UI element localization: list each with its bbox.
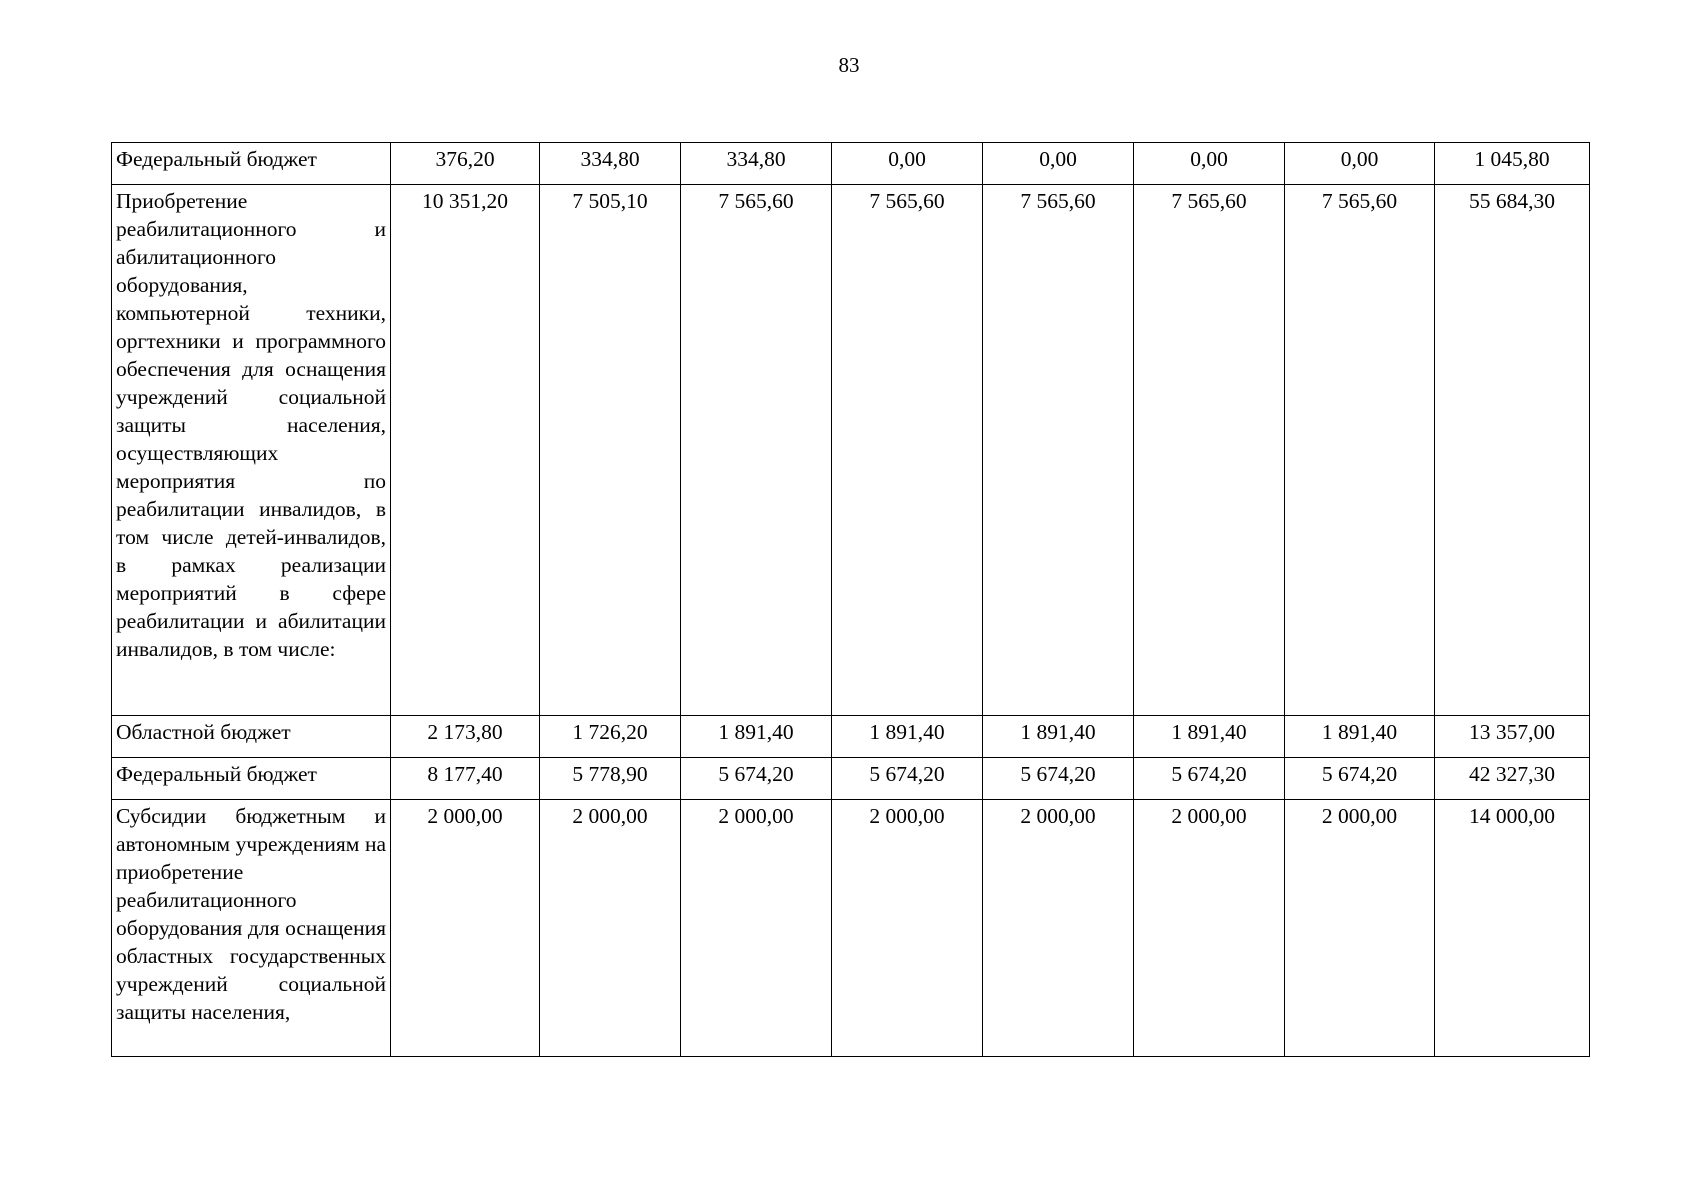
row-label: Приобретение реабилитационного и абилитационного оборудования, компьютерной техники, оргтехники и программного обеспечения для оснащения учреждений социальной защиты населения, осуществляющих мероприятия по реабилитации инвалидов, в том числе детей-инвалидов, в рамках реализации мероприятий в сфере реабилитации и абилитации инвалидов, в том числе:	[112, 185, 391, 716]
row-label: Областной бюджет	[112, 716, 391, 758]
value-cell: 1 726,20	[540, 716, 681, 758]
value-cell: 8 177,40	[391, 758, 540, 800]
value-cell: 0,00	[832, 143, 983, 185]
budget-table	[111, 142, 1590, 1057]
value-cell: 1 891,40	[832, 716, 983, 758]
value-cell: 5 674,20	[1285, 758, 1435, 800]
value-cell: 5 674,20	[983, 758, 1134, 800]
row-label: Федеральный бюджет	[112, 758, 391, 800]
page-number: 83	[838, 53, 860, 77]
value-cell: 7 565,60	[983, 185, 1134, 716]
value-cell: 2 000,00	[832, 800, 983, 1057]
table-row	[112, 143, 1590, 185]
table-row	[112, 800, 1590, 1057]
total-cell: 14 000,00	[1435, 800, 1590, 1057]
table-row	[112, 758, 1590, 800]
value-cell: 2 000,00	[681, 800, 832, 1057]
value-cell: 1 891,40	[1285, 716, 1435, 758]
value-cell: 2 000,00	[1134, 800, 1285, 1057]
value-cell: 7 565,60	[681, 185, 832, 716]
table-row	[112, 716, 1590, 758]
value-cell: 0,00	[1134, 143, 1285, 185]
total-cell: 55 684,30	[1435, 185, 1590, 716]
value-cell: 7 565,60	[1134, 185, 1285, 716]
total-cell: 42 327,30	[1435, 758, 1590, 800]
value-cell: 376,20	[391, 143, 540, 185]
value-cell: 1 891,40	[681, 716, 832, 758]
value-cell: 2 000,00	[1285, 800, 1435, 1057]
value-cell: 334,80	[681, 143, 832, 185]
value-cell: 7 505,10	[540, 185, 681, 716]
value-cell: 1 891,40	[1134, 716, 1285, 758]
value-cell: 0,00	[1285, 143, 1435, 185]
value-cell: 5 674,20	[681, 758, 832, 800]
table-row	[112, 185, 1590, 716]
total-cell: 1 045,80	[1435, 143, 1590, 185]
value-cell: 7 565,60	[1285, 185, 1435, 716]
row-label: Субсидии бюджетным и автономным учреждениям на приобретение реабилитационного оборудования для оснащения областных государственных учреждений социальной защиты населения,	[112, 800, 391, 1057]
total-cell: 13 357,00	[1435, 716, 1590, 758]
row-label: Федеральный бюджет	[112, 143, 391, 185]
value-cell: 5 778,90	[540, 758, 681, 800]
value-cell: 10 351,20	[391, 185, 540, 716]
value-cell: 2 000,00	[391, 800, 540, 1057]
value-cell: 0,00	[983, 143, 1134, 185]
value-cell: 7 565,60	[832, 185, 983, 716]
value-cell: 334,80	[540, 143, 681, 185]
value-cell: 2 000,00	[983, 800, 1134, 1057]
value-cell: 2 000,00	[540, 800, 681, 1057]
value-cell: 2 173,80	[391, 716, 540, 758]
value-cell: 5 674,20	[832, 758, 983, 800]
value-cell: 1 891,40	[983, 716, 1134, 758]
value-cell: 5 674,20	[1134, 758, 1285, 800]
